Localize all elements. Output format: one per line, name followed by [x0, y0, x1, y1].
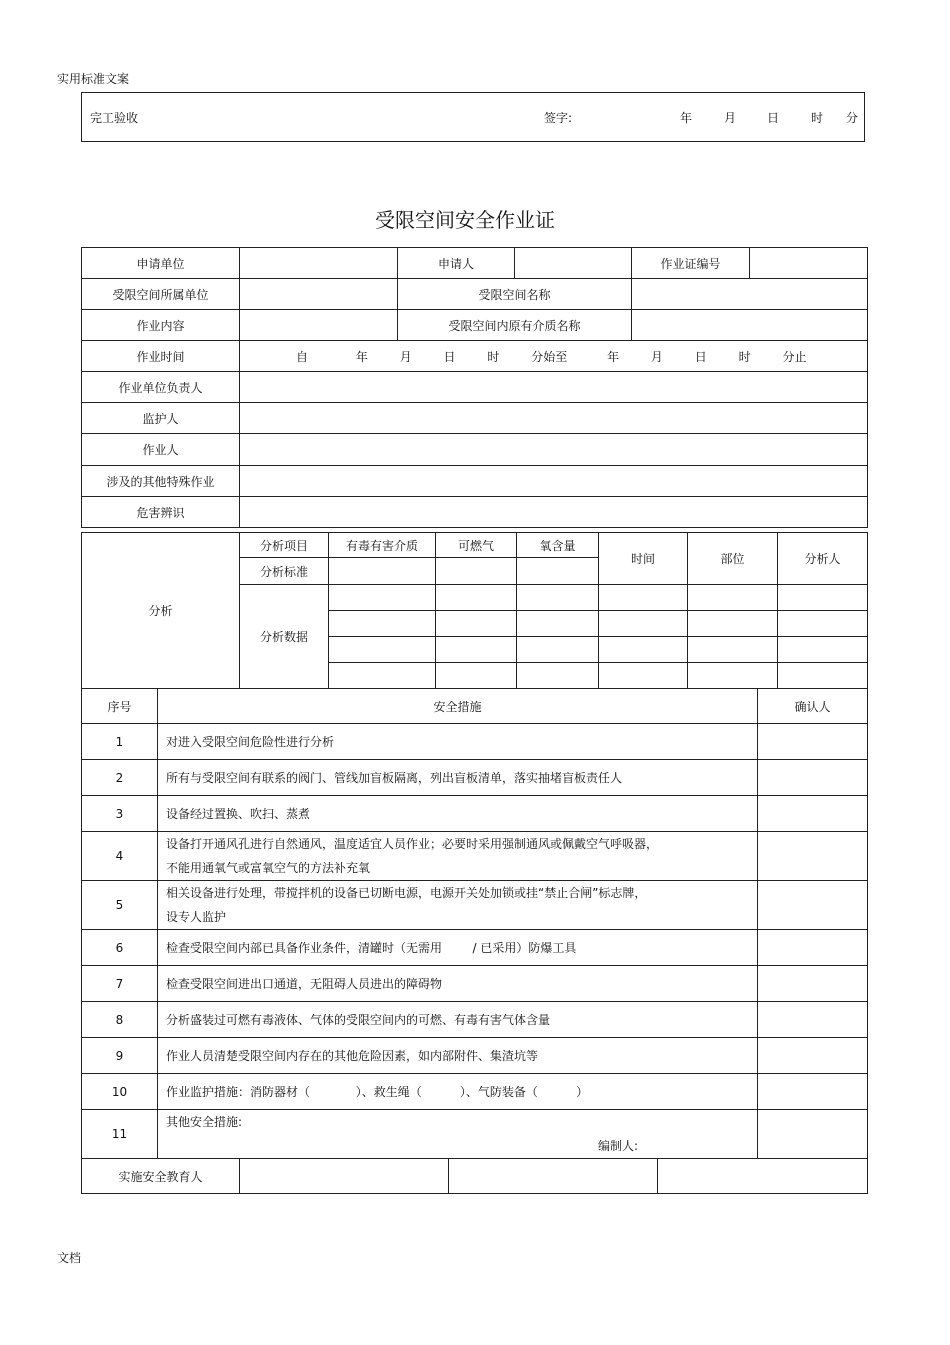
safety-row-no: 4 — [82, 832, 158, 881]
safety-header-no: 序号 — [82, 689, 158, 724]
analysis-standard-label: 分析标准 — [240, 558, 329, 585]
analysis-label: 分析 — [82, 533, 240, 689]
time-year: 年 — [355, 349, 368, 364]
time-hour-end: 时 — [738, 349, 751, 364]
completion-day: 日 — [767, 111, 780, 125]
data-cell[interactable] — [436, 611, 517, 637]
data-cell[interactable] — [778, 611, 868, 637]
unit-leader-label: 作业单位负责人 — [82, 372, 240, 403]
sign-label: 签字: — [544, 111, 573, 125]
data-cell[interactable] — [517, 585, 599, 611]
safety-row-text: 分析盛装过可燃有毒液体、气体的受限空间内的可燃、有毒有害气体含量 — [158, 1002, 758, 1038]
safety-row-text: 检查受限空间内部已具备作业条件，清罐时（无需用 / 已采用）防爆工具 — [158, 930, 758, 966]
time-year-end: 年 — [607, 349, 620, 364]
safety-row-text: 作业监护措施：消防器材（ ）、救生绳（ ）、气防装备（ ） — [158, 1074, 758, 1110]
applicant-unit-field[interactable] — [240, 248, 398, 279]
safety-row-no: 8 — [82, 1002, 158, 1038]
data-cell[interactable] — [688, 663, 778, 689]
standard-flammable-field[interactable] — [436, 558, 517, 585]
safety-row-text: 检查受限空间进出口通道，无阻碍人员进出的障碍物 — [158, 966, 758, 1002]
other-special-label: 涉及的其他特殊作业 — [82, 466, 240, 497]
confirmer-field[interactable] — [758, 1074, 868, 1110]
safety-row-line: 其他安全措施: — [166, 1115, 243, 1129]
data-cell[interactable] — [778, 585, 868, 611]
safety-row-no: 3 — [82, 796, 158, 832]
data-cell[interactable] — [436, 663, 517, 689]
safety-row-no: 9 — [82, 1038, 158, 1074]
original-medium-field[interactable] — [632, 310, 868, 341]
time-minute-end: 分止 — [782, 349, 807, 364]
confirmer-field[interactable] — [758, 832, 868, 881]
analysis-item-label: 分析项目 — [240, 533, 329, 558]
analysis-table — [81, 532, 868, 689]
data-cell[interactable] — [436, 585, 517, 611]
analysis-col-flammable: 可燃气 — [436, 533, 517, 558]
completion-hour: 时 — [811, 111, 824, 125]
work-time-field[interactable] — [240, 341, 868, 372]
permit-no-label: 作业证编号 — [632, 248, 750, 279]
data-cell[interactable] — [688, 611, 778, 637]
educator-field-2[interactable] — [449, 1159, 658, 1194]
safety-header-confirmer: 确认人 — [758, 689, 868, 724]
data-cell[interactable] — [599, 663, 688, 689]
safety-row-no: 10 — [82, 1074, 158, 1110]
hazard-identification-field[interactable] — [240, 497, 868, 528]
hazard-identification-label: 危害辨识 — [82, 497, 240, 528]
unit-leader-field[interactable] — [240, 372, 868, 403]
safety-row-line: 设备打开通风孔进行自然通风，温度适宜人员作业；必要时采用强制通风或佩戴空气呼吸器， — [166, 837, 659, 851]
safety-row-no: 5 — [82, 881, 158, 930]
original-medium-label: 受限空间内原有介质名称 — [398, 310, 632, 341]
safety-measures-table — [81, 688, 868, 1194]
safety-row-no: 7 — [82, 966, 158, 1002]
data-cell[interactable] — [599, 637, 688, 663]
work-content-label: 作业内容 — [82, 310, 240, 341]
permit-no-field[interactable] — [750, 248, 868, 279]
safety-row-text: 作业人员清楚受限空间内存在的其他危险因素，如内部附件、集渣坑等 — [158, 1038, 758, 1074]
footer-label: 文档 — [57, 1251, 82, 1265]
safety-row-line: 不能用通氧气或富氧空气的方法补充氧 — [166, 861, 371, 875]
guardian-field[interactable] — [240, 403, 868, 434]
safety-row-text: 所有与受限空间有联系的阀门、管线加盲板隔离，列出盲板清单，落实抽堵盲板责任人 — [158, 760, 758, 796]
time-day: 日 — [443, 349, 456, 364]
worker-label: 作业人 — [82, 434, 240, 466]
educator-label: 实施安全教育人 — [82, 1159, 240, 1194]
page-title: 受限空间安全作业证 — [375, 208, 555, 232]
educator-field-1[interactable] — [240, 1159, 449, 1194]
completion-month: 月 — [724, 111, 737, 125]
safety-row-no: 11 — [82, 1110, 158, 1159]
safety-row-text — [158, 832, 758, 881]
space-name-label: 受限空间名称 — [398, 279, 632, 310]
data-cell[interactable] — [688, 637, 778, 663]
standard-oxygen-field[interactable] — [517, 558, 599, 585]
guardian-label: 监护人 — [82, 403, 240, 434]
confirmer-field[interactable] — [758, 1002, 868, 1038]
data-cell[interactable] — [517, 663, 599, 689]
safety-row-text: 对进入受限空间危险性进行分析 — [158, 724, 758, 760]
editor-label: 编制人: — [598, 1139, 639, 1153]
applicant-unit-label: 申请单位 — [82, 248, 240, 279]
safety-row-no: 6 — [82, 930, 158, 966]
confirmer-field[interactable] — [758, 966, 868, 1002]
data-cell[interactable] — [329, 611, 436, 637]
safety-row-text — [158, 1110, 758, 1159]
time-from: 自 — [296, 349, 309, 364]
work-content-field[interactable] — [240, 310, 398, 341]
space-owner-unit-label: 受限空间所属单位 — [82, 279, 240, 310]
data-cell[interactable] — [517, 637, 599, 663]
time-month-end: 月 — [650, 349, 663, 364]
confirmer-field[interactable] — [758, 724, 868, 760]
data-cell[interactable] — [436, 637, 517, 663]
analysis-data-label: 分析数据 — [240, 585, 329, 689]
completion-label: 完工验收 — [90, 111, 139, 125]
safety-row-line: 相关设备进行处理，带搅拌机的设备已切断电源，电源开关处加锁或挂“禁止合闸”标志牌， — [166, 886, 647, 900]
analysis-col-oxygen: 氧含量 — [517, 533, 599, 558]
data-cell[interactable] — [329, 637, 436, 663]
time-month: 月 — [399, 349, 412, 364]
confirmer-field[interactable] — [758, 760, 868, 796]
safety-row-no: 1 — [82, 724, 158, 760]
data-cell[interactable] — [599, 585, 688, 611]
analysis-analyst-label: 分析人 — [778, 533, 868, 585]
confirmer-field[interactable] — [758, 1110, 868, 1159]
confirmer-field[interactable] — [758, 881, 868, 930]
standard-toxic-field[interactable] — [329, 558, 436, 585]
data-cell[interactable] — [778, 663, 868, 689]
data-cell[interactable] — [329, 663, 436, 689]
space-name-field[interactable] — [632, 279, 868, 310]
applicant-field[interactable] — [515, 248, 632, 279]
time-hour: 时 — [487, 349, 500, 364]
permit-form-table — [81, 247, 868, 528]
other-special-field[interactable] — [240, 466, 868, 497]
completion-box — [81, 92, 865, 142]
confirmer-field[interactable] — [758, 930, 868, 966]
analysis-location-label: 部位 — [688, 533, 778, 585]
safety-row-text — [158, 881, 758, 930]
educator-field-3[interactable] — [658, 1159, 868, 1194]
confirmer-field[interactable] — [758, 796, 868, 832]
data-cell[interactable] — [329, 585, 436, 611]
safety-header-measure: 安全措施 — [158, 689, 758, 724]
analysis-time-label: 时间 — [599, 533, 688, 585]
data-cell[interactable] — [599, 611, 688, 637]
time-minute-start: 分始至 — [531, 349, 568, 364]
analysis-col-toxic: 有毒有害介质 — [329, 533, 436, 558]
space-owner-unit-field[interactable] — [240, 279, 398, 310]
completion-year: 年 — [680, 111, 693, 125]
data-cell[interactable] — [778, 637, 868, 663]
header-label: 实用标准文案 — [57, 72, 130, 86]
safety-row-text: 设备经过置换、吹扫、蒸煮 — [158, 796, 758, 832]
work-time-label: 作业时间 — [82, 341, 240, 372]
completion-minute: 分 — [846, 111, 859, 125]
worker-field[interactable] — [240, 434, 868, 466]
data-cell[interactable] — [688, 585, 778, 611]
safety-row-line: 设专人监护 — [166, 910, 227, 924]
applicant-label: 申请人 — [398, 248, 515, 279]
data-cell[interactable] — [517, 611, 599, 637]
confirmer-field[interactable] — [758, 1038, 868, 1074]
safety-row-no: 2 — [82, 760, 158, 796]
time-day-end: 日 — [694, 349, 707, 364]
